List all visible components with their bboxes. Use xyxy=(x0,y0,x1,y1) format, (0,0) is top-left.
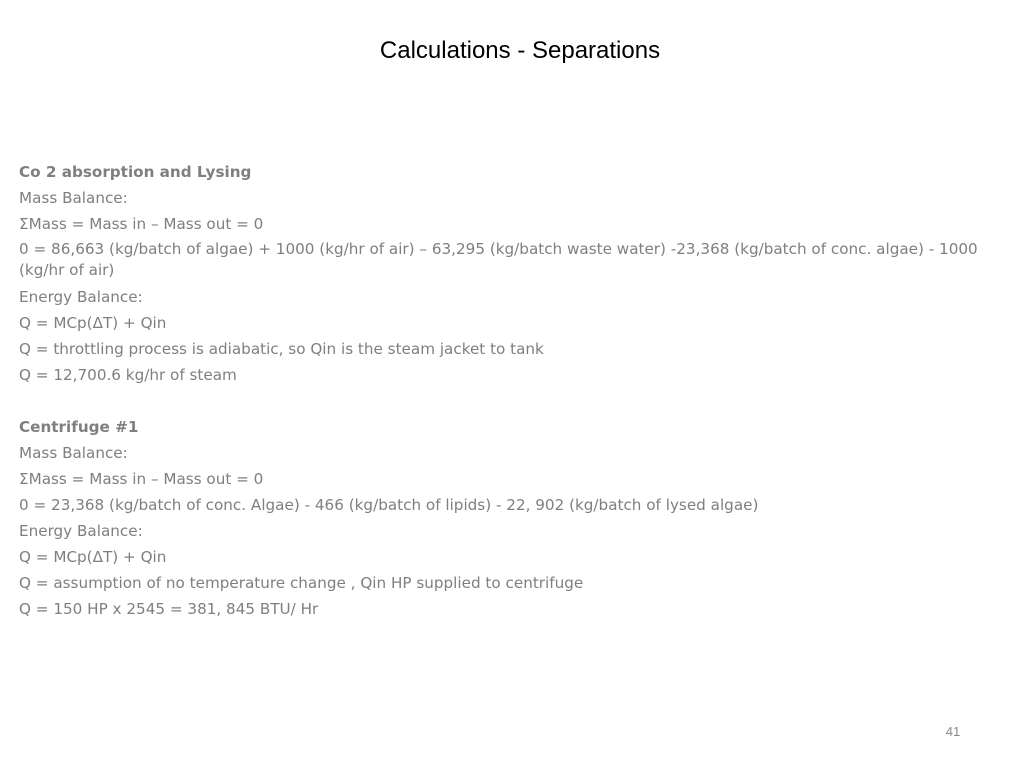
energy-balance-result: Q = 150 HP x 2545 = 381, 845 BTU/ Hr xyxy=(19,600,319,618)
energy-balance-equation: Q = MCp(ΔT) + Qin xyxy=(19,548,167,566)
section-spacer xyxy=(19,388,1004,414)
section-heading-co2-absorption: Co 2 absorption and Lysing xyxy=(19,163,252,181)
mass-balance-label: Mass Balance: xyxy=(19,444,128,462)
mass-balance-equation: ΣMass = Mass in – Mass out = 0 xyxy=(19,470,264,488)
mass-balance-label: Mass Balance: xyxy=(19,189,128,207)
mass-balance-values: 0 = 23,368 (kg/batch of conc. Algae) - 466 (kg/batch of lipids) - 22, 902 (kg/batch of lysed algae) xyxy=(19,496,759,514)
page-number: 41 xyxy=(945,724,961,739)
energy-balance-note: Q = throttling process is adiabatic, so Qin is the steam jacket to tank xyxy=(19,340,544,358)
energy-balance-note: Q = assumption of no temperature change , Qin HP supplied to centrifuge xyxy=(19,574,584,592)
section-heading-centrifuge: Centrifuge #1 xyxy=(19,418,139,436)
slide-title: Calculations - Separations xyxy=(379,37,661,64)
mass-balance-equation: ΣMass = Mass in – Mass out = 0 xyxy=(19,215,264,233)
energy-balance-equation: Q = MCp(ΔT) + Qin xyxy=(19,314,167,332)
slide-body xyxy=(19,159,1004,622)
energy-balance-result: Q = 12,700.6 kg/hr of steam xyxy=(19,366,237,384)
mass-balance-values: 0 = 86,663 (kg/batch of algae) + 1000 (kg/hr of air) – 63,295 (kg/batch waste water) -23,368 (kg/batch of conc. algae) - 1000 (kg/hr of air) xyxy=(19,240,978,279)
energy-balance-label: Energy Balance: xyxy=(19,522,143,540)
energy-balance-label: Energy Balance: xyxy=(19,288,143,306)
